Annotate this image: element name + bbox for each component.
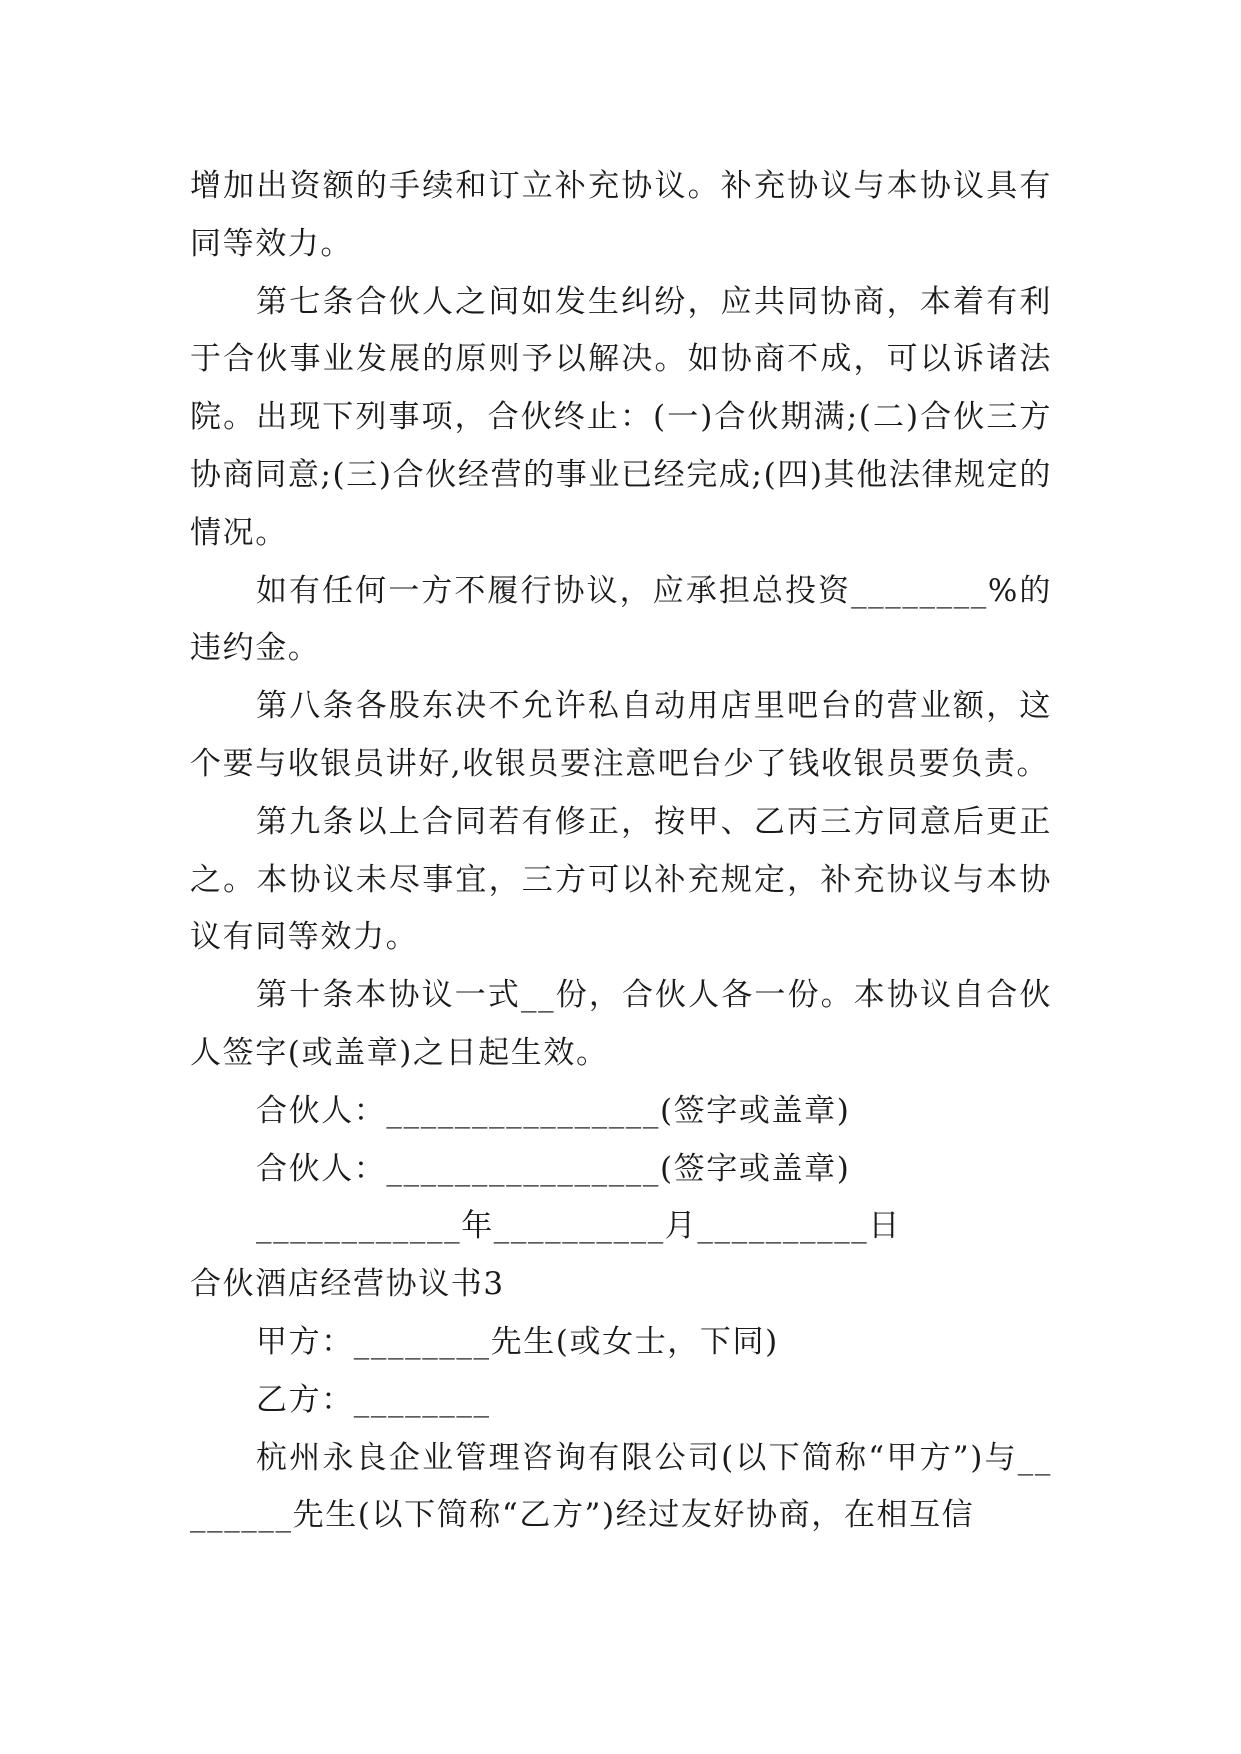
signature-line-partner-1: 合伙人：________________(签字或盖章) xyxy=(256,1092,851,1129)
paragraph-article-7: 第七条合伙人之间如发生纠纷，应共同协商，本着有利于合伙事业发展的原则予以解决。如协商不成，可以诉诸法院。出现下列事项，合伙终止：(一)合伙期满;(二)合伙三方协商同意;(三)合伙经营的事业已经完成;(四)其他法律规定的情况。 xyxy=(190,283,1052,551)
paragraph-article-9: 第九条以上合同若有修正，按甲、乙丙三方同意后更正之。本协议未尽事宜，三方可以补充规定，补充协议与本协议有同等效力。 xyxy=(190,803,1052,956)
party-b-line: 乙方：________ xyxy=(256,1381,491,1418)
paragraph-article-8: 第八条各股东决不允许私自动用店里吧台的营业额，这个要与收银员讲好,收银员要注意吧台少了钱收银员要负责。 xyxy=(190,688,1052,782)
paragraph-preamble: 杭州永良企业管理咨询有限公司(以下简称“甲方”)与________先生(以下简称“乙方”)经过友好协商，在相互信 xyxy=(190,1439,1052,1534)
signature-line-partner-2: 合伙人：________________(签字或盖章) xyxy=(256,1150,851,1187)
date-line: ____________年__________月__________日 xyxy=(256,1208,901,1245)
section-title-agreement-3: 合伙酒店经营协议书3 xyxy=(190,1266,505,1303)
paragraph-breach-penalty: 如有任何一方不履行协议，应承担总投资________%的违约金。 xyxy=(190,572,1052,667)
party-a-line: 甲方：________先生(或女士，下同) xyxy=(256,1323,779,1360)
document-body xyxy=(190,158,1052,1545)
paragraph-article-10: 第十条本协议一式__份，合伙人各一份。本协议自合伙人签字(或盖章)之日起生效。 xyxy=(190,977,1052,1071)
paragraph-capital-supplement: 增加出资额的手续和订立补充协议。补充协议与本协议具有同等效力。 xyxy=(190,168,1052,262)
